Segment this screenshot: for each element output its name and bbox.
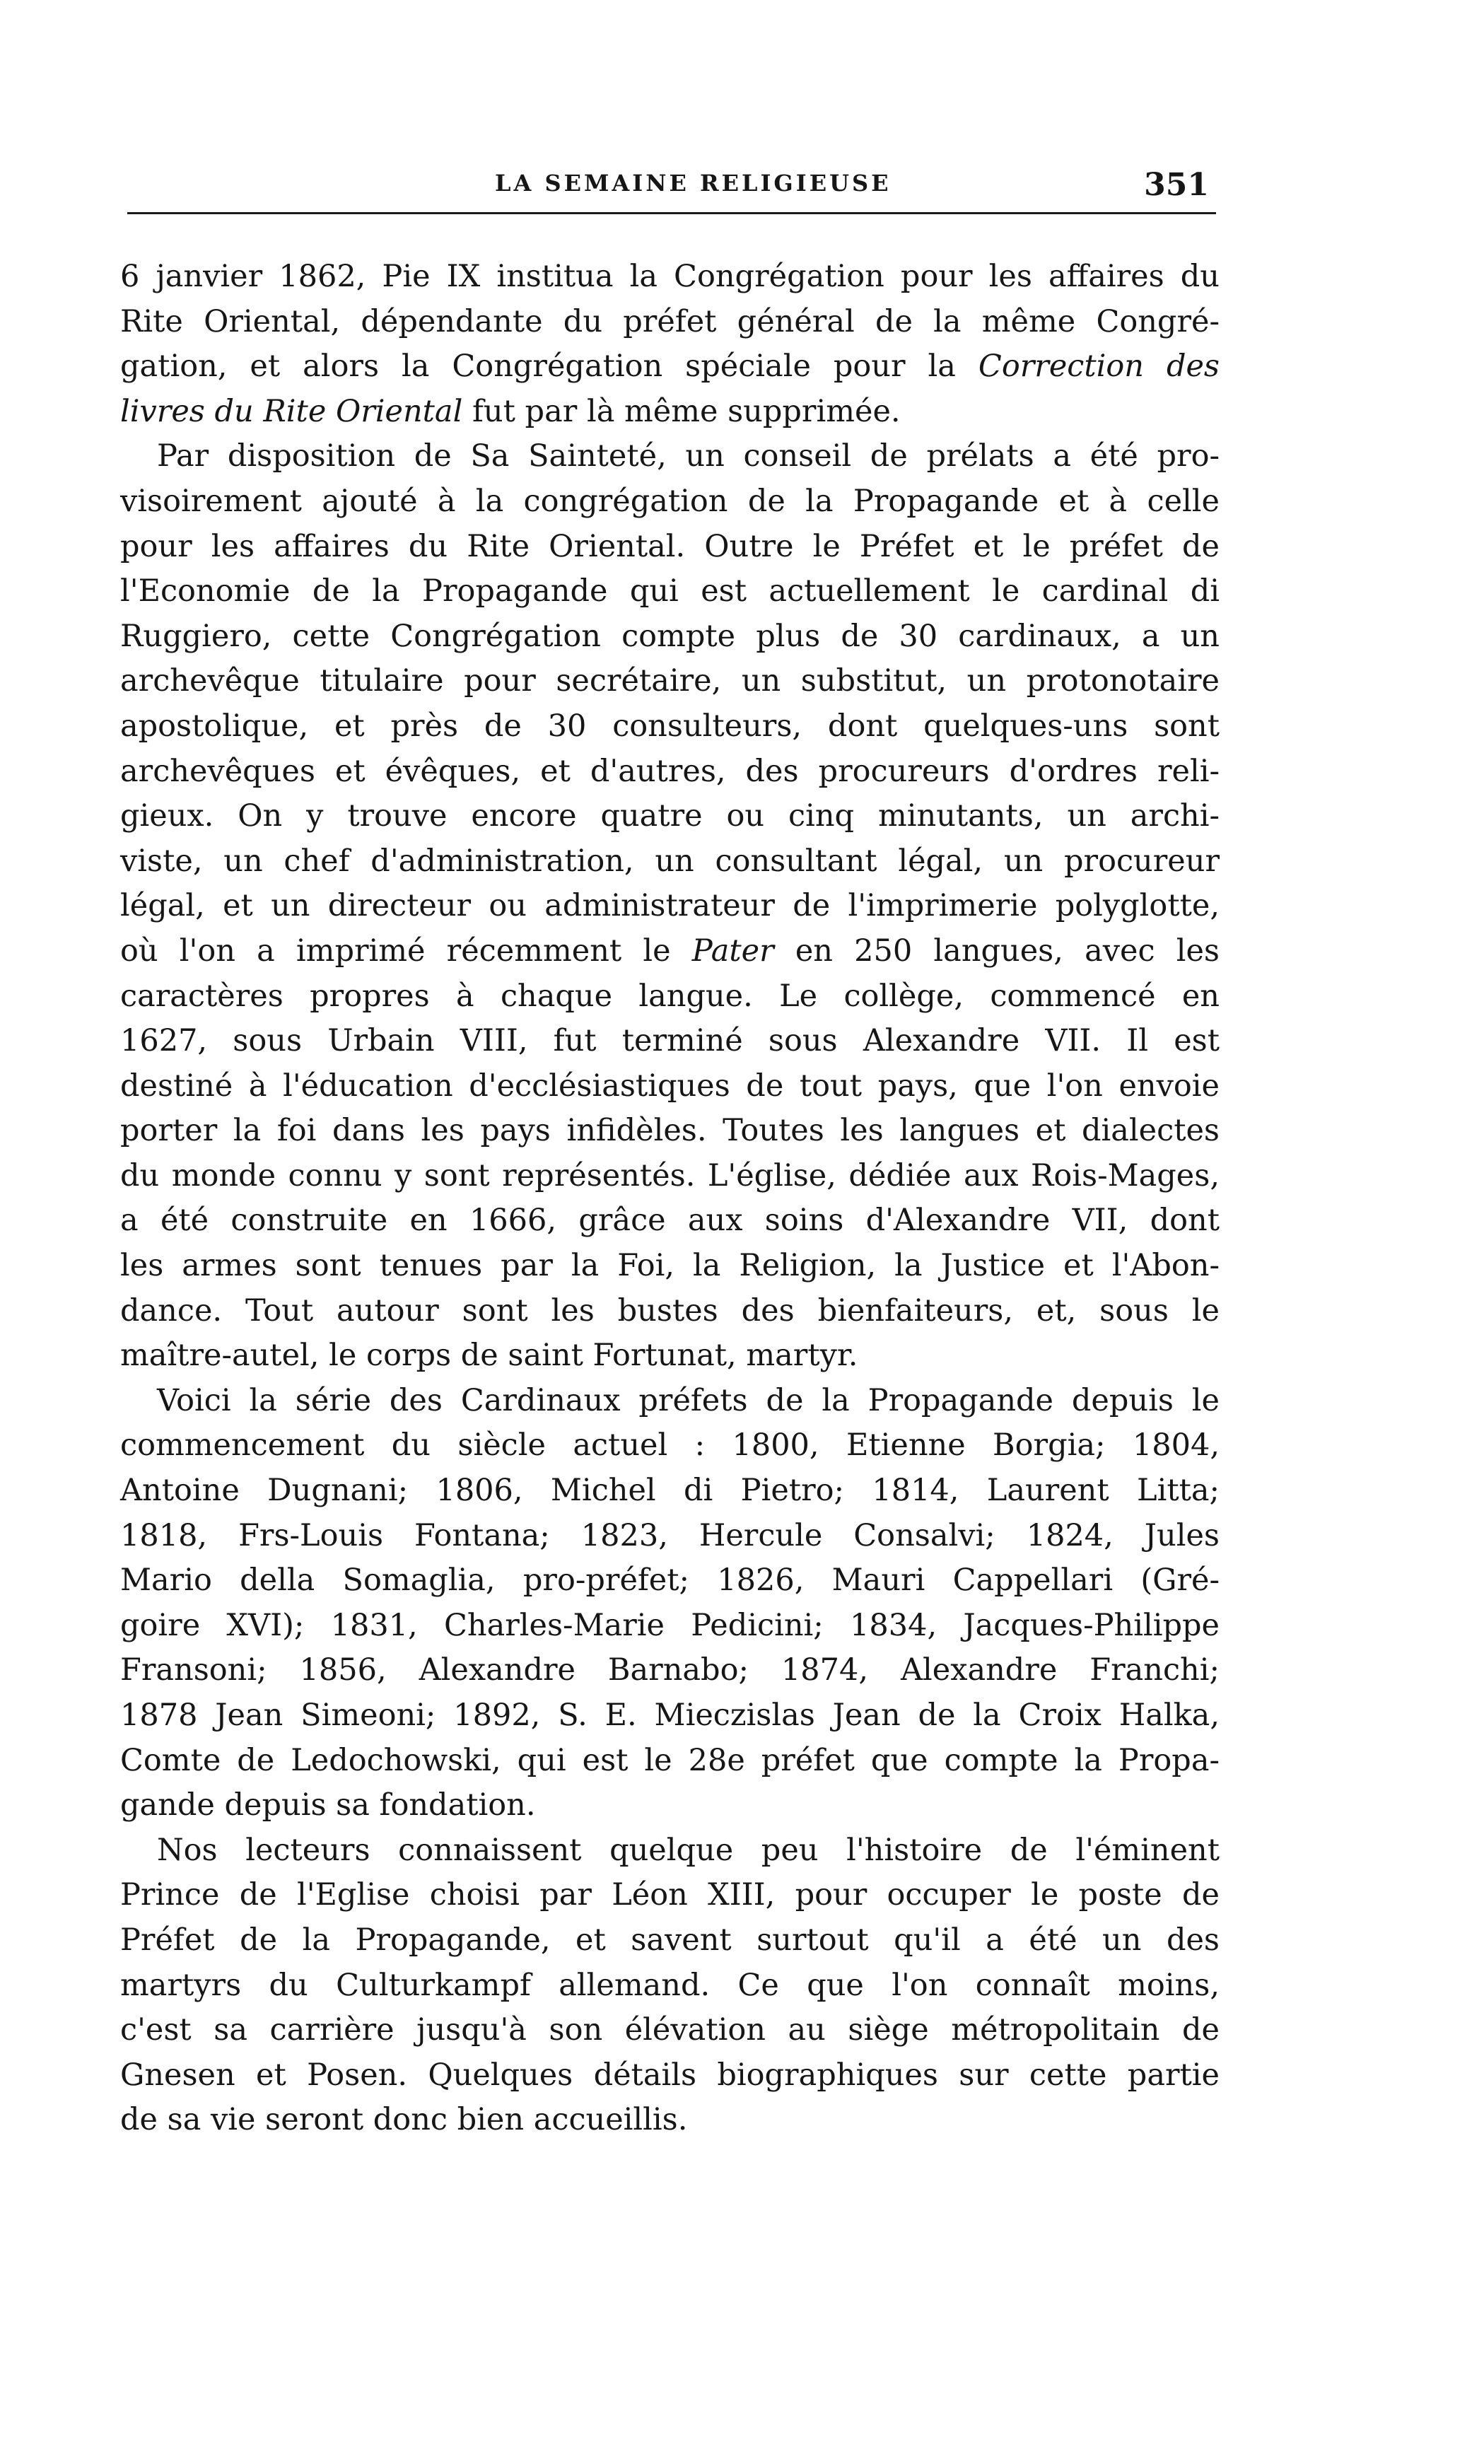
text-line: maître-autel, le corps de saint Fortunat, martyr.	[120, 1338, 858, 1374]
text-line: caractères propres à chaque langue. Le collège, commencé en	[120, 978, 1220, 1014]
text-line: Rite Oriental, dépendante du préfet général de la même Congré-	[120, 303, 1220, 339]
text-line: Gnesen et Posen. Quelques détails biographiques sur cette partie	[120, 2057, 1220, 2093]
text-run: gation, et alors la Congrégation spéciale pour la	[120, 349, 956, 385]
text-line: 1818, Frs-Louis Fontana; 1823, Hercule Consalvi; 1824, Jules	[120, 1517, 1220, 1553]
text-line: commencement du siècle actuel : 1800, Etienne Borgia; 1804,	[120, 1427, 1220, 1464]
text-line: c'est sa carrière jusqu'à son élévation au siège métropolitain de	[120, 2012, 1220, 2048]
text-line: goire XVI); 1831, Charles-Marie Pedicini; 1834, Jacques-Philippe	[120, 1607, 1220, 1643]
text-line: archevêques et évêques, et d'autres, des procureurs d'ordres reli-	[120, 753, 1220, 789]
italic-title: Correction des	[978, 349, 1220, 385]
paragraph	[120, 1379, 1220, 1828]
text-line: a été construite en 1666, grâce aux soins d'Alexandre VII, dont	[120, 1203, 1220, 1239]
text-line: visoirement ajouté à la congrégation de la Propagande et à celle	[120, 483, 1220, 519]
text-line: porter la foi dans les pays infidèles. Toutes les langues et dialectes	[120, 1113, 1220, 1149]
text-line: apostolique, et près de 30 consulteurs, dont quelques-uns sont	[120, 708, 1220, 744]
text-line: gieux. On y trouve encore quatre ou cinq minutants, un archi-	[120, 798, 1220, 834]
running-head	[127, 167, 1216, 209]
text-line: Préfet de la Propagande, et savent surtout qu'il a été un des	[120, 1922, 1220, 1958]
header-rule	[127, 212, 1216, 214]
text-line: 1627, sous Urbain VIII, fut terminé sous Alexandre VII. Il est	[120, 1023, 1220, 1059]
text-run: fut par là même supprimée.	[472, 393, 901, 429]
text-line	[120, 929, 1220, 974]
text-line: 6 janvier 1862, Pie IX institua la Congrégation pour les affaires du	[120, 259, 1220, 294]
paragraph	[120, 1828, 1220, 2143]
text-line	[120, 390, 1220, 435]
text-line: Ruggiero, cette Congrégation compte plus de 30 cardinaux, a un	[120, 618, 1220, 654]
text-line: 1878 Jean Simeoni; 1892, S. E. Mieczislas Jean de la Croix Halka,	[120, 1698, 1220, 1733]
text-line: viste, un chef d'administration, un consultant légal, un procureur	[120, 843, 1220, 879]
text-run: en 250 langues, avec les	[795, 933, 1220, 969]
text-line: pour les affaires du Rite Oriental. Outre le Préfet et le préfet de	[120, 528, 1220, 564]
text-line: Par disposition de Sa Sainteté, un conseil de prélats a été pro-	[157, 438, 1220, 474]
text-run: où l'on a imprimé récemment le	[120, 933, 671, 969]
body-text	[120, 255, 1220, 2143]
text-line: Mario della Somaglia, pro-préfet; 1826, Mauri Cappellari (Gré-	[120, 1563, 1220, 1599]
text-line: gande depuis sa fondation.	[120, 1787, 536, 1823]
text-line: Nos lecteurs connaissent quelque peu l'histoire de l'éminent	[157, 1832, 1220, 1868]
running-title: LA SEMAINE RELIGIEUSE	[495, 170, 892, 197]
paragraph	[120, 255, 1220, 434]
text-line: Fransoni; 1856, Alexandre Barnabo; 1874, Alexandre Franchi;	[120, 1652, 1220, 1688]
text-line: Comte de Ledochowski, qui est le 28e préfet que compte la Propa-	[120, 1742, 1220, 1778]
text-line: archevêque titulaire pour secrétaire, un substitut, un protonotaire	[120, 663, 1220, 699]
text-line: Prince de l'Eglise choisi par Léon XIII, pour occuper le poste de	[120, 1877, 1220, 1913]
text-line: l'Economie de la Propagande qui est actuellement le cardinal di	[120, 573, 1220, 609]
text-line: destiné à l'éducation d'ecclésiastiques de tout pays, que l'on envoie	[120, 1068, 1220, 1104]
paragraph	[120, 434, 1220, 1378]
text-line: du monde connu y sont représentés. L'église, dédiée aux Rois-Mages,	[120, 1157, 1220, 1193]
page-number: 351	[1144, 167, 1209, 203]
text-line: Antoine Dugnani; 1806, Michel di Pietro; 1814, Laurent Litta;	[120, 1473, 1220, 1509]
text-line: légal, et un directeur ou administrateur de l'imprimerie polyglotte,	[120, 888, 1220, 924]
text-line: de sa vie seront donc bien accueillis.	[120, 2102, 688, 2138]
text-line: Voici la série des Cardinaux préfets de la Propagande depuis le	[157, 1382, 1220, 1418]
text-line: les armes sont tenues par la Foi, la Religion, la Justice et l'Abon-	[120, 1248, 1220, 1284]
italic-title: Pater	[691, 933, 774, 969]
text-line: dance. Tout autour sont les bustes des bienfaiteurs, et, sous le	[120, 1292, 1220, 1329]
text-line	[120, 344, 1220, 390]
text-line: martyrs du Culturkampf allemand. Ce que l'on connaît moins,	[120, 1967, 1220, 2003]
italic-title: livres du Rite Oriental	[120, 393, 463, 429]
